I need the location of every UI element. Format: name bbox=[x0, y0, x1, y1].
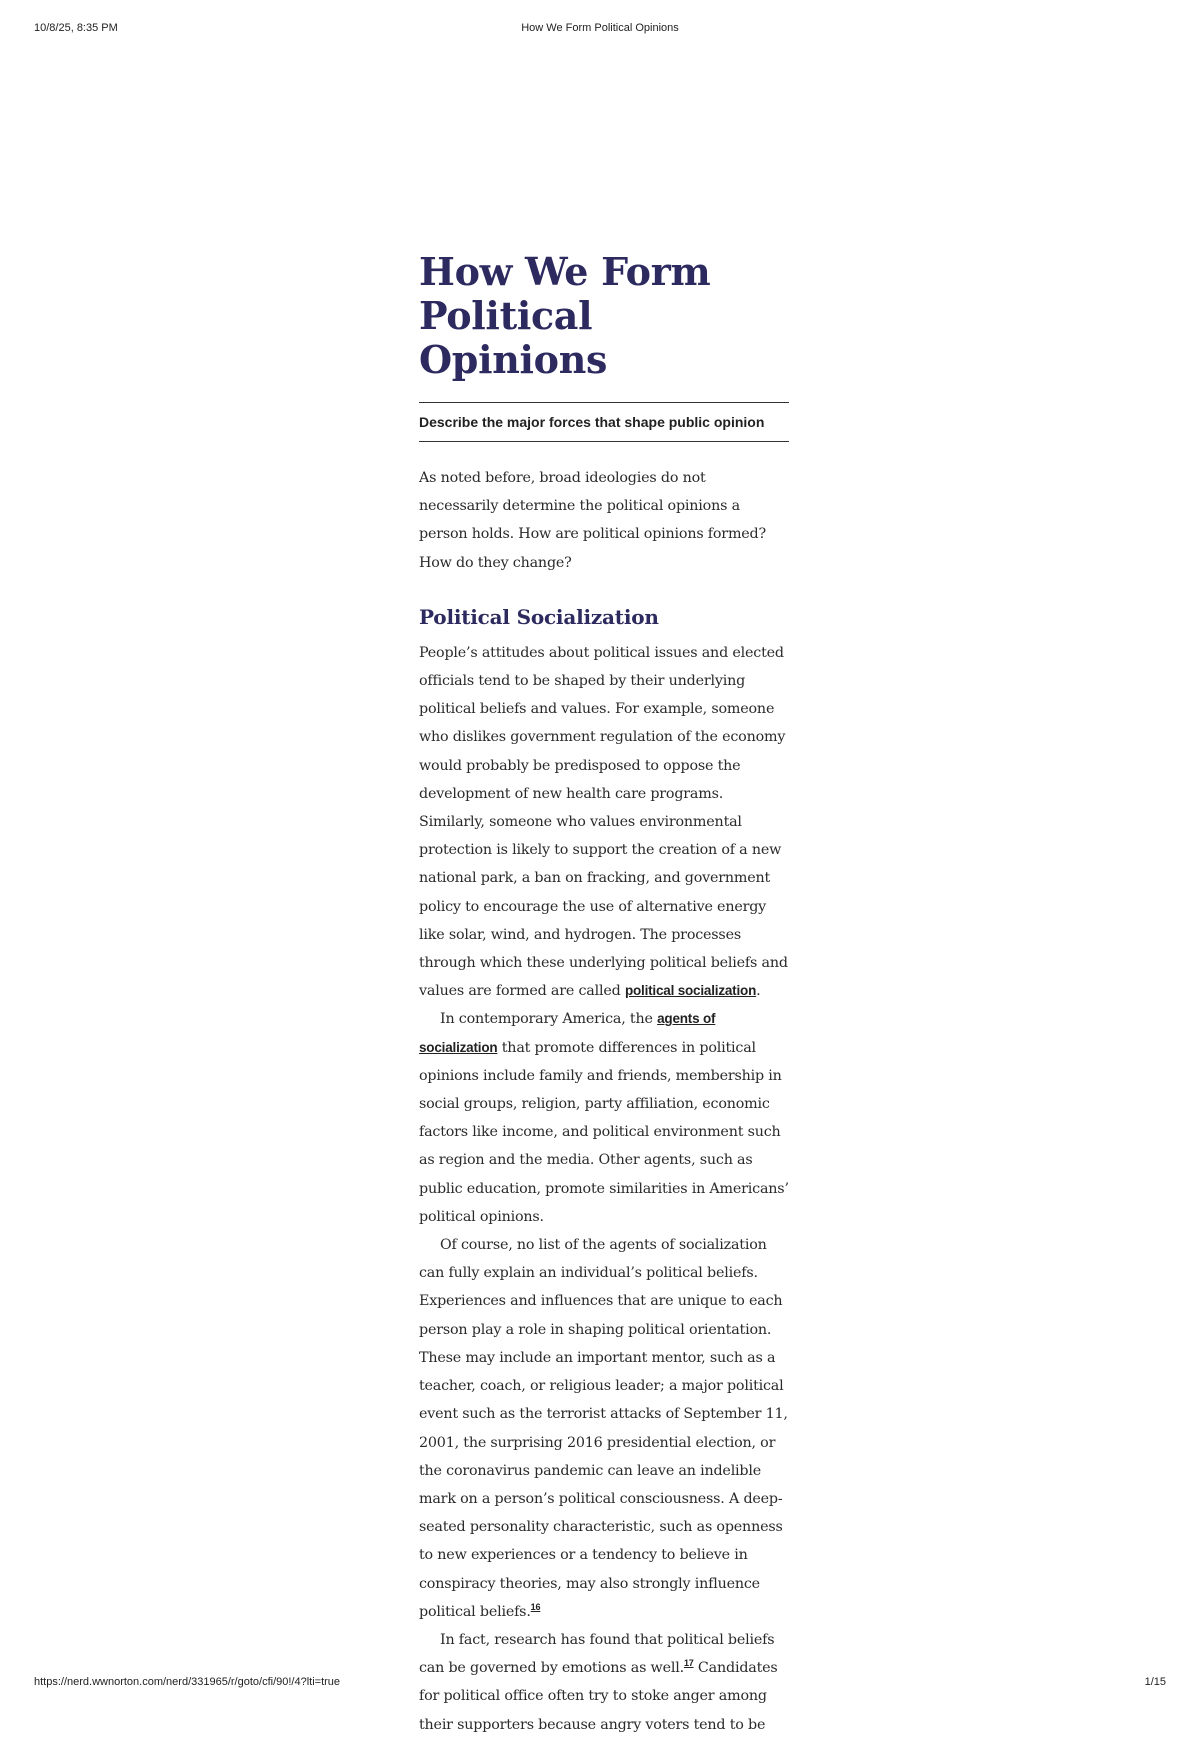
glossary-term-political-socialization[interactable]: political socialization bbox=[624, 983, 757, 999]
print-footer bbox=[0, 1676, 1200, 1692]
glossary-term-agents-of-socialization[interactable]: agents of socialization bbox=[419, 1011, 716, 1055]
section-heading: Political Socialization bbox=[419, 604, 659, 629]
print-datetime: 10/8/25, 8:35 PM bbox=[34, 22, 118, 34]
paragraph-3-text: Of course, no list of the agents of socialization can fully explain an individual’s political beliefs. Experiences and influences that are unique to each person play a role in shaping political orientation. These may include an important mentor, such as a teacher, coach, or religious leader; a major political event such as the terrorist attacks of September 11, 2001, the surprising 2016 presidential election, or the coronavirus pandemic can leave an indelible mark on a person’s political consciousness. A deep-seated personality characteristic, such as openness to new experiences or a tendency to believe in conspiracy theories, may also strongly influence political beliefs. bbox=[419, 1237, 788, 1620]
article bbox=[419, 250, 789, 1739]
learning-objective-box bbox=[419, 402, 789, 442]
footnote-link-16[interactable]: 16 bbox=[530, 1601, 541, 1612]
paragraph-2-start: In contemporary America, the bbox=[440, 1011, 658, 1028]
paragraph-4-rest: Candidates for political office often try to stoke anger among their supporters because angry voters tend to be bbox=[419, 1660, 778, 1733]
intro-paragraph: As noted before, broad ideologies do not necessarily determine the political opinions a person holds. How are political opinions formed? How do they change? bbox=[419, 470, 766, 571]
paragraph-3 bbox=[419, 1231, 789, 1626]
paragraph-2-rest: that promote differences in political opinions include family and friends, membership in social groups, religion, party affiliation, economic factors like income, and political environment such as region and the media. Other agents, such as public education, promote similarities in Americans’ political opinions. bbox=[419, 1039, 789, 1225]
print-header bbox=[0, 22, 1200, 38]
paragraph-1-text: People’s attitudes about political issues and elected officials tend to be shaped by their underlying political beliefs and values. For example, someone who dislikes government regulation of the economy would probably be predisposed to oppose the development of new health care programs. Similarly, someone who values environmental protection is likely to support the creation of a new national park, a ban on fracking, and government policy to encourage the use of alternative energy like solar, wind, and hydrogen. The processes through which these underlying political beliefs and values are formed are called bbox=[419, 644, 788, 1000]
print-page-title: How We Form Political Opinions bbox=[521, 22, 679, 34]
footnote-link-17[interactable]: 17 bbox=[683, 1658, 694, 1669]
paragraph-4-start: In fact, research has found that political beliefs can be governed by emotions as well. bbox=[419, 1631, 775, 1677]
learning-objective: Describe the major forces that shape public opinion bbox=[419, 414, 765, 430]
paragraph-2 bbox=[419, 1005, 789, 1231]
print-url: https://nerd.wwnorton.com/nerd/331965/r/goto/cfi/90!/4?lti=true bbox=[34, 1676, 341, 1688]
page-title-line-2: Political Opinions bbox=[419, 293, 608, 382]
page-title-line-1: How We Form bbox=[419, 249, 711, 294]
paragraph-1 bbox=[419, 639, 789, 1006]
paragraph-1-end: . bbox=[756, 983, 761, 1000]
page-title bbox=[419, 250, 789, 382]
print-page-number: 1/15 bbox=[1144, 1676, 1166, 1688]
